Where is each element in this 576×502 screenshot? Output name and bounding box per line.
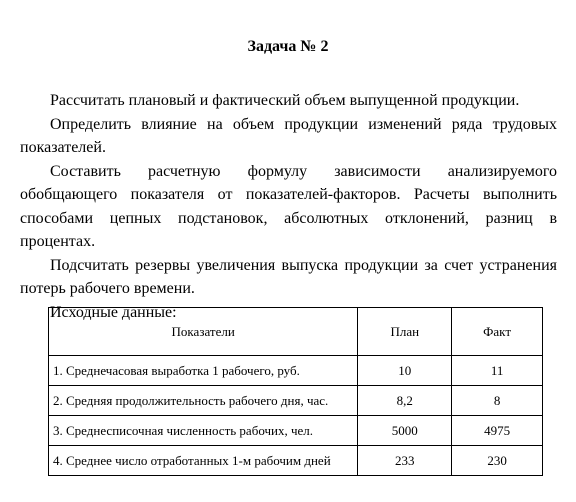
header-plan: План <box>358 308 452 356</box>
row-label: 1. Среднечасовая выработка 1 рабочего, руб. <box>49 356 358 386</box>
table-row <box>49 356 543 386</box>
plan-value: 8,2 <box>358 386 452 416</box>
paragraph-calculate-output: Рассчитать плановый и фактический объем выпущенной продукции. <box>50 92 520 109</box>
paragraph-compose-formula: Составить расчетную формулу зависимости анализируемого обобщающего показателя от показателей-факторов. Расчеты выполнить способами цепных подстановок, абсолютных отклонений, разниц в процентах. <box>20 162 557 250</box>
row-label: 3. Среднесписочная численность рабочих, чел. <box>49 416 358 446</box>
plan-value: 10 <box>358 356 452 386</box>
table-row <box>49 386 543 416</box>
fact-value: 8 <box>452 386 543 416</box>
table-row <box>49 416 543 446</box>
row-label: 2. Средняя продолжительность рабочего дня, час. <box>49 386 358 416</box>
task-text <box>20 89 557 324</box>
fact-value: 4975 <box>452 416 543 446</box>
plan-value: 5000 <box>358 416 452 446</box>
paragraph-determine-influence: Определить влияние на объем продукции изменений ряда трудовых показателей. <box>20 115 557 156</box>
paragraph-source-data: Исходные данные: <box>50 303 177 321</box>
plan-value: 233 <box>358 446 452 476</box>
table-header-row <box>49 308 543 356</box>
table-row <box>49 446 543 476</box>
fact-value: 11 <box>452 356 543 386</box>
source-data-table <box>48 307 543 476</box>
fact-value: 230 <box>452 446 543 476</box>
task-title: Задача № 2 <box>247 38 329 55</box>
header-fact: Факт <box>452 308 543 356</box>
paragraph-calculate-reserves: Подсчитать резервы увеличения выпуска продукции за счет устранения потерь рабочего времени. <box>20 256 557 297</box>
header-indicators: Показатели <box>49 308 358 356</box>
row-label: 4. Среднее число отработанных 1-м рабочим дней <box>49 446 358 476</box>
